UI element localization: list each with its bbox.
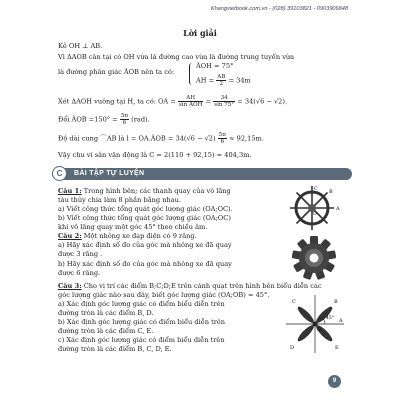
fan-angle-label: 45° <box>326 316 334 321</box>
q3-part-a-line-2: đường tròn là các điểm B, D. <box>58 309 154 317</box>
q3-line-1: Câu 3: Cho vị trí các điểm B;C;D;E trên cánh quạt trên hình bên biểu diễn các <box>58 282 322 290</box>
ship-wheel-figure <box>282 184 346 234</box>
fraction: $\frac{AH}{\text{sin ÂOH}}$ <box>178 95 203 108</box>
q3-part-c-line-1: c) Xác định góc lượng giác có điểm biểu diễn trên <box>58 336 225 344</box>
q1-part-b-line-1: b) Viết công thức tổng quát góc lượng giác (OA;OC) <box>58 214 231 222</box>
q3-part-c-line-2: đường tròn là các điểm B, C, D, E. <box>58 345 172 353</box>
fraction: $\frac{5\pi}{6}$ <box>218 132 226 145</box>
solution-line-5: Đổi ÂOB =150° = $\frac{5\pi}{6}$ (rad). <box>58 113 150 126</box>
q2-part-b-line-1: b) Hãy xác định số đo của góc mà nhông xe đã quay <box>58 260 232 268</box>
fan-figure <box>282 293 348 355</box>
q1-part-a: a) Viết công thức tổng quát góc lượng giác (OA;OC). <box>58 205 233 213</box>
q3-part-b-line-2: đường tròn là các điểm C, E. <box>58 327 154 335</box>
q3-part-b-line-1: b) Xác định góc lượng giác có điểm biểu diễn trên <box>58 318 226 326</box>
wheel-label-b: B <box>329 189 333 195</box>
solution-line-7: Vậy chu vi sân vận động là C = 2(110 + 92,15) = 404,3m. <box>58 151 252 159</box>
fan-label-e: E <box>335 345 339 351</box>
solution-line-6: Độ dài cung ⌒AB là l = OA.ÂOB = 34(√6 − √2) $\frac{5\pi}{6}$ ≈ 92,15m. <box>58 132 264 145</box>
fraction: $\frac{34}{\sin 75^\circ}$ <box>214 95 235 108</box>
wheel-hub <box>308 204 316 212</box>
fan-label-a: A <box>339 318 343 324</box>
section-letter-badge: C <box>52 166 67 181</box>
fan-label-c: C <box>292 299 296 305</box>
wheel-label-o: O <box>313 212 317 217</box>
q2-line-1: Câu 2: Một nhông xe đạp điện có 9 răng. <box>58 232 197 240</box>
q3-part-a-line-1: a) Xác định góc lượng giác có điểm biểu diễn trên <box>58 300 225 308</box>
q1-line-1: Câu 1: Trong hình bên; các thanh quay của vô lăng <box>58 187 231 195</box>
page-number: 9 <box>328 375 341 388</box>
solution-line-3: là đường phân giác ÂOB nên ta có: <box>58 68 175 76</box>
wheel-label-a: A <box>336 206 340 212</box>
solution-line-4: Xét ΔAOH vuông tại H, ta có: OA = $\frac{AH}{\text{sin ÂOH}}$ = $\frac{34}{\sin 75^\circ}$ = 34(√6 − √2). <box>58 95 288 108</box>
fraction: $\frac{AB}{2}$ <box>217 74 226 87</box>
sprocket-figure <box>284 234 344 282</box>
system-brace <box>189 63 194 85</box>
sprocket-teeth <box>292 236 337 280</box>
solution-title: Lời giải <box>183 28 217 38</box>
header-site: Khangvietbook.com.vn - (028) 39103821 - 0903906848 <box>210 6 348 12</box>
q2-part-a-line-2: được 3 răng . <box>58 250 103 258</box>
fan-label-o: O <box>317 328 321 333</box>
q1-line-2: tàu thủy chia làm 8 phần bằng nhau. <box>58 196 181 204</box>
solution-line-2: Vì ΔAOB cân tại có OH vừa là đường cao vừa là đường trung tuyến vừa <box>58 53 295 61</box>
wheel-label-c: C <box>314 186 318 192</box>
fraction: $\frac{5\pi}{6}$ <box>120 113 129 126</box>
q1-part-b-line-2: khi vô lăng quay một góc 45° theo chiều âm. <box>58 223 208 231</box>
q2-part-a-line-1: a) Hãy xác định số đo của góc mà nhông xe đã quay <box>58 241 232 249</box>
system-line-1: ÂOH = 75° <box>196 62 234 70</box>
fan-label-d: D <box>290 345 295 351</box>
fan-label-b: B <box>334 299 338 305</box>
q2-part-b-line-2: được 6 răng. <box>58 269 101 277</box>
system-line-2: AH = $\frac{AB}{2}$ = 34m <box>196 74 251 87</box>
q3-line-2: góc lượng giác nào sau đây, biết góc lượng giác (OA;OB) = 45°. <box>58 291 270 299</box>
solution-line-1: Kẻ OH ⊥ AB. <box>58 42 103 50</box>
section-title: BÀI TẬP TỰ LUYỆN <box>74 170 145 177</box>
